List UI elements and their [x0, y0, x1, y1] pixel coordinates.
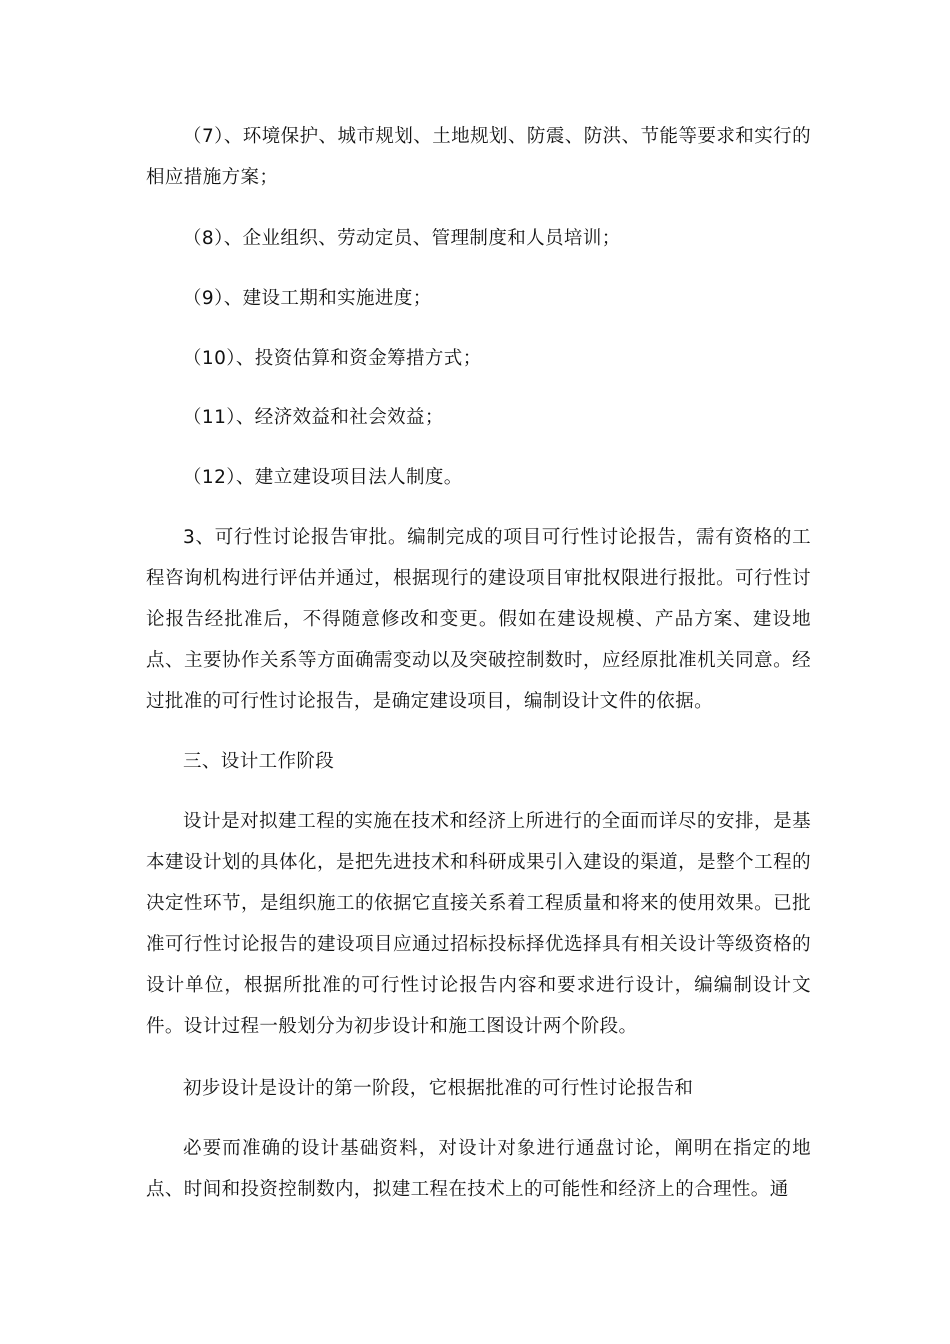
list-item-7: （7）、环境保护、城市规划、土地规划、防震、防洪、节能等要求和实行的相应措施方案；: [146, 126, 811, 188]
list-item-9: （9）、建设工期和实施进度；: [183, 288, 432, 309]
design-paragraph: 设计是对拟建工程的实施在技术和经济上所进行的全面而详尽的安排，是基本建设计划的具体化，是把先进技术和科研成果引入建设的渠道，是整个工程的决定性环节，是组织施工的依据它直接关系着工程质量和将来的使用效果。已批准可行性讨论报告的建设项目应通过招标投标择优选择具有相关设计等级资格的设计单位，根据所批准的可行性讨论报告内容和要求进行设计，编编制设计文件。设计过程一般划分为初步设计和施工图设计两个阶段。: [146, 811, 811, 1037]
preliminary-design-paragraph: 初步设计是设计的第一阶段，它根据批准的可行性讨论报告和: [183, 1078, 694, 1099]
continuation-paragraph: 必要而准确的设计基础资料，对设计对象进行通盘讨论，阐明在指定的地点、时间和投资控制数内，拟建工程在技术上的可能性和经济上的合理性。通: [146, 1138, 811, 1200]
list-item-10: （10）、投资估算和资金筹措方式；: [183, 348, 482, 369]
list-item-11: （11）、经济效益和社会效益；: [183, 407, 444, 428]
approval-paragraph: 3、可行性讨论报告审批。编制完成的项目可行性讨论报告，需有资格的工程咨询机构进行评估并通过，根据现行的建设项目审批权限进行报批。可行性讨论报告经批准后，不得随意修改和变更。假如在建设规模、产品方案、建设地点、主要协作关系等方面确需变动以及突破控制数时，应经原批准机关同意。经过批准的可行性讨论报告，是确定建设项目，编制设计文件的依据。: [146, 527, 811, 712]
list-item-8: （8）、企业组织、劳动定员、管理制度和人员培训；: [183, 228, 621, 249]
list-item-12: （12）、建立建设项目法人制度。: [183, 467, 463, 488]
section-heading: 三、设计工作阶段: [183, 751, 335, 772]
